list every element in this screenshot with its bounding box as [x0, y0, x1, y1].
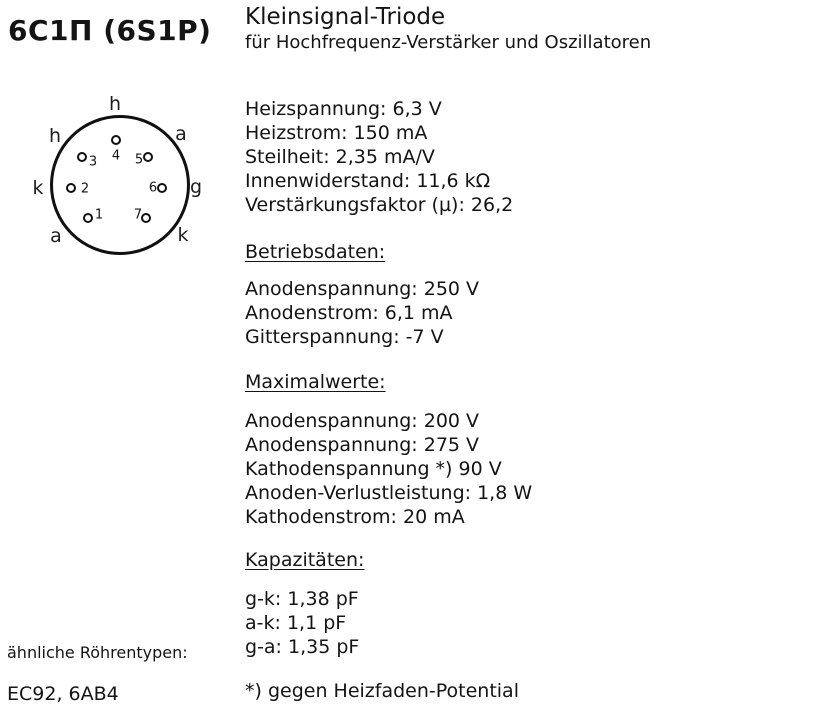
spec-plate-resistance: Innenwiderstand: 11,6 kΩ	[245, 170, 491, 192]
pin-dot-3	[77, 152, 87, 162]
electrode-label-anode-left: a	[50, 225, 62, 247]
page-subtitle: für Hochfrequenz-Verstärker und Oszillatoren	[245, 32, 652, 53]
operating-anode-voltage: Anodenspannung: 250 V	[245, 278, 480, 300]
section-maximum-ratings	[245, 409, 532, 529]
operating-grid-voltage: Gitterspannung: -7 V	[245, 326, 444, 348]
pin-number-5: 5	[134, 152, 144, 168]
page-title: Kleinsignal-Triode	[245, 4, 446, 30]
spec-heater-voltage: Heizspannung: 6,3 V	[245, 98, 442, 120]
pin-number-1: 1	[94, 207, 104, 223]
pin-dot-6	[157, 183, 167, 193]
pin-number-7: 7	[133, 207, 143, 223]
max-cathode-current: Kathodenstrom: 20 mA	[245, 506, 465, 528]
section-heading-operating-data: Betriebsdaten:	[245, 241, 386, 263]
electrode-label-cathode-left: k	[32, 177, 44, 199]
pin-dot-4	[111, 135, 121, 145]
tube-title: 6С1П (6S1P)	[8, 14, 212, 47]
similar-types-value: EC92, 6AB4	[7, 683, 119, 705]
capacitance-anode-cathode: a-k: 1,1 pF	[245, 612, 347, 634]
pin-number-2: 2	[80, 181, 90, 197]
section-heading-maximum-ratings: Maximalwerte:	[245, 371, 386, 393]
max-anode-voltage-1: Anodenspannung: 200 V	[245, 410, 480, 432]
pin-number-4: 4	[111, 148, 121, 164]
capacitance-grid-anode: g-a: 1,35 pF	[245, 636, 360, 658]
pin-number-3: 3	[88, 154, 98, 170]
pin-dot-1	[83, 213, 93, 223]
electrode-label-grid-right: g	[189, 176, 203, 198]
spec-transconductance: Steilheit: 2,35 mA/V	[245, 146, 435, 168]
max-anode-dissipation: Anoden-Verlustleistung: 1,8 W	[245, 482, 533, 504]
general-specs	[245, 97, 513, 217]
electrode-label-anode-right: a	[175, 123, 187, 145]
section-operating-data	[245, 277, 479, 349]
footnote: *) gegen Heizfaden-Potential	[245, 680, 519, 702]
spec-heater-current: Heizstrom: 150 mA	[245, 122, 428, 144]
electrode-label-heater-left: h	[48, 125, 62, 147]
section-heading-capacitances: Kapazitäten:	[245, 549, 365, 571]
operating-anode-current: Anodenstrom: 6,1 mA	[245, 302, 453, 324]
pin-dot-2	[66, 183, 76, 193]
pin-dot-5	[143, 152, 153, 162]
max-anode-voltage-2: Anodenspannung: 275 V	[245, 434, 480, 456]
pin-dot-7	[141, 213, 151, 223]
similar-types-label: ähnliche Röhrentypen:	[7, 643, 188, 662]
capacitance-grid-cathode: g-k: 1,38 pF	[245, 588, 359, 610]
max-cathode-voltage: Kathodenspannung *) 90 V	[245, 458, 502, 480]
electrode-label-heater-top: h	[108, 93, 122, 115]
spec-amplification: Verstärkungsfaktor (µ): 26,2	[245, 194, 514, 216]
pin-number-6: 6	[148, 180, 158, 196]
section-capacitances	[245, 587, 359, 659]
electrode-label-cathode-right: k	[177, 224, 189, 246]
